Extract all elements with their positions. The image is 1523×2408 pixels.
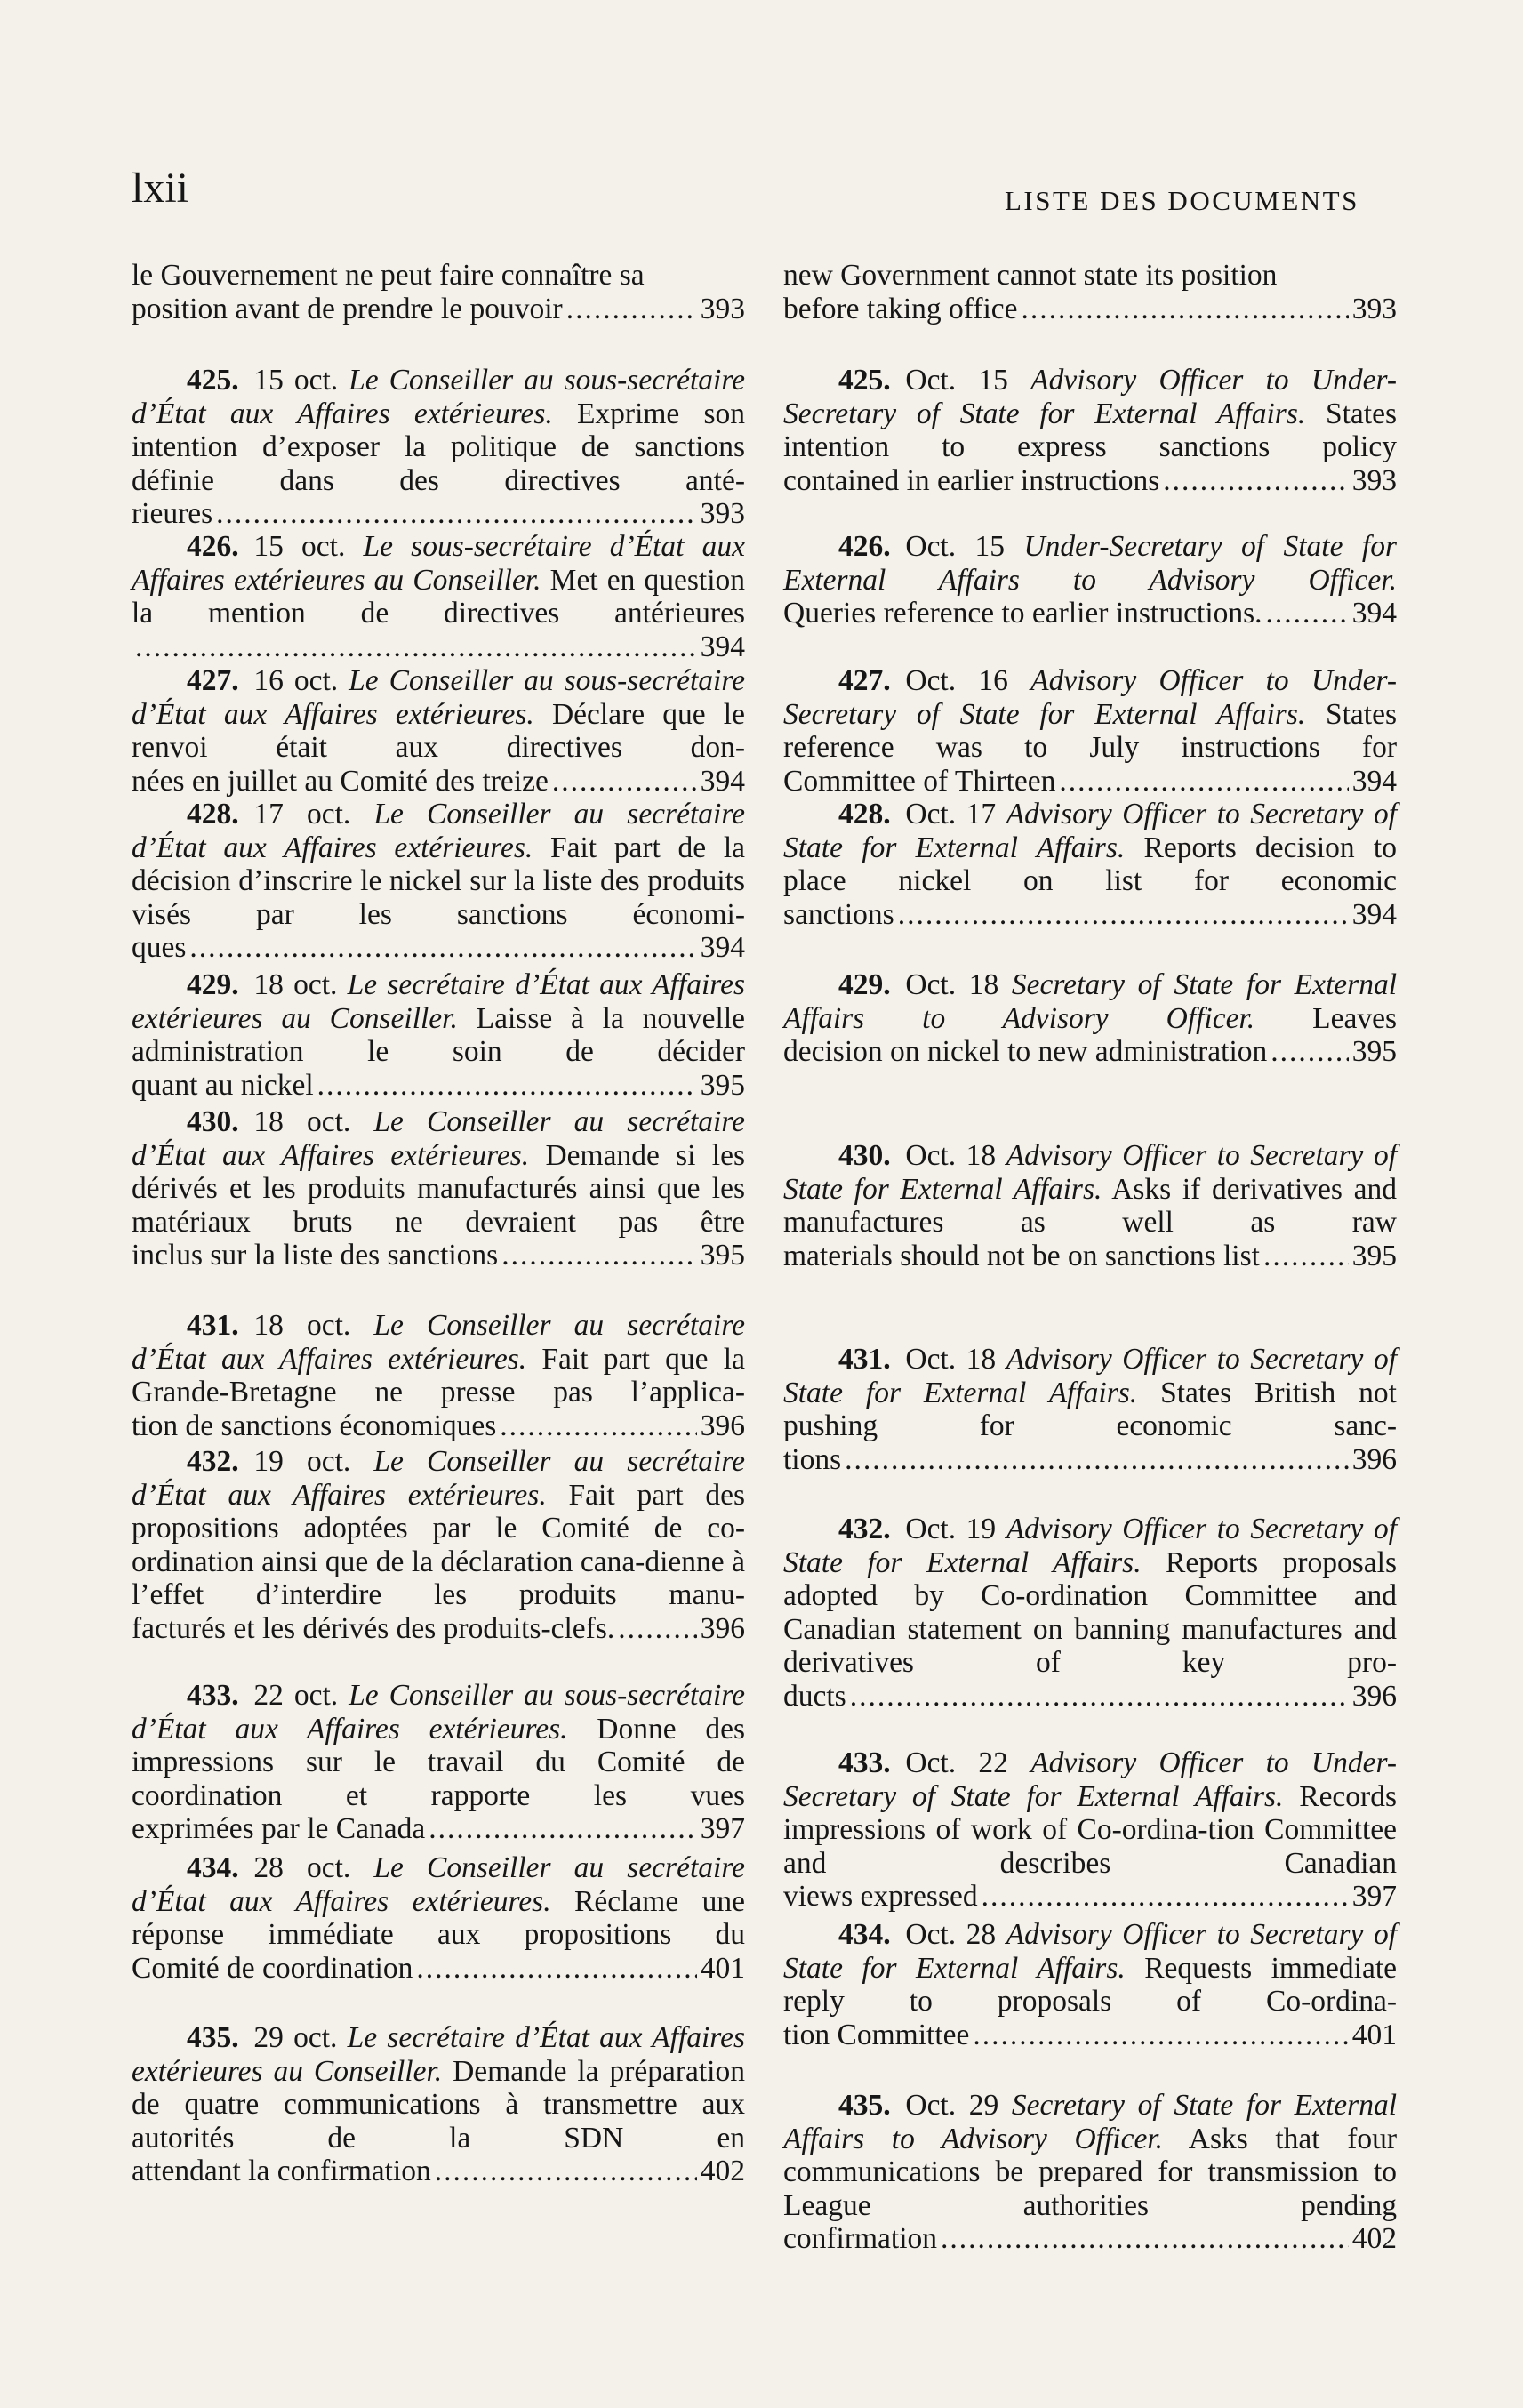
document-date: Oct. 17 xyxy=(905,798,997,831)
document-title: Advisory Officer to Under-Secretary of State for External Affairs. xyxy=(783,1746,1397,1813)
entry-last-line: ducts xyxy=(783,1679,846,1713)
document-summary: Déclare que le renvoi était aux directives don- xyxy=(132,697,745,765)
entry-text xyxy=(783,1343,1397,1443)
page-ref: 396 xyxy=(1351,1679,1397,1713)
page-ref: 394 xyxy=(1351,897,1397,931)
document-date: Oct. 15 xyxy=(905,530,1006,563)
document-date: 18 oct. xyxy=(253,968,338,1001)
dot-leader xyxy=(552,765,697,799)
leader-line xyxy=(132,2155,745,2188)
dot-leader xyxy=(850,1680,1349,1714)
entry-last-line: nées en juillet au Comité des treize xyxy=(132,764,549,798)
document-number: 431. xyxy=(838,1343,891,1376)
document-summary: Requests immediate reply to proposals of Co-ordina- xyxy=(783,1951,1398,2019)
dot-leader xyxy=(1059,765,1348,799)
entry-last-line: Comité de coordination xyxy=(132,1951,413,1985)
document-number: 430. xyxy=(838,1139,891,1172)
leader-line xyxy=(132,1952,745,1986)
page-ref: 395 xyxy=(700,1068,745,1102)
dot-leader xyxy=(135,630,697,664)
document-title: Secretary of State for External Affairs to Advisory Officer. xyxy=(783,968,1398,1035)
toc-entry xyxy=(783,798,1397,931)
toc-entry xyxy=(132,664,745,798)
leader-line xyxy=(132,497,745,531)
document-number: 425. xyxy=(838,364,891,397)
document-summary: States British not pushing for economic sanc- xyxy=(783,1376,1397,1443)
document-summary: Exprime son intention d’exposer la politique de sanctions définie dans des directives anté- xyxy=(132,397,746,497)
toc-entry xyxy=(783,2089,1397,2256)
toc-entry xyxy=(132,259,745,325)
page-ref: 393 xyxy=(700,497,745,531)
document-date: Oct. 18 xyxy=(905,1139,997,1172)
document-date: Oct. 18 xyxy=(905,968,999,1001)
entry-last-line: before taking office xyxy=(783,292,1018,325)
document-number: 434. xyxy=(838,1918,891,1951)
document-date: 28 oct. xyxy=(253,1851,351,1884)
toc-entry xyxy=(783,530,1397,630)
entry-last-line: Committee of Thirteen xyxy=(783,764,1056,798)
document-date: 18 oct. xyxy=(253,1309,351,1342)
document-title: Le Conseiller au secrétaire d’État aux Affaires extérieures. xyxy=(132,1851,745,1918)
page-ref: 393 xyxy=(1351,463,1397,497)
running-title: LISTE DES DOCUMENTS xyxy=(1005,185,1359,216)
entry-last-line: exprimées par le Canada xyxy=(132,1812,426,1846)
document-date: 22 oct. xyxy=(253,1679,339,1712)
document-date: Oct. 18 xyxy=(905,1343,997,1376)
toc-entry xyxy=(783,1513,1397,1714)
toc-entry xyxy=(783,1746,1397,1914)
document-number: 432. xyxy=(838,1513,891,1545)
page-ref: 395 xyxy=(700,1239,745,1272)
leader-line xyxy=(132,1069,745,1103)
document-number: 434. xyxy=(187,1851,239,1884)
leader-line xyxy=(783,1443,1397,1477)
entry-text xyxy=(132,364,745,497)
entry-text xyxy=(783,530,1397,597)
document-summary: Donne des impressions sur le travail du Comité de coordination et rapporte les vues xyxy=(132,1712,745,1812)
document-number: 429. xyxy=(838,968,891,1001)
document-date: Oct. 28 xyxy=(905,1918,997,1951)
toc-entry xyxy=(132,1679,745,1846)
leader-line xyxy=(132,1409,745,1443)
document-summary: Reports proposals adopted by Co-ordination Committee and Canadian statement on banning manufactures and derivatives of key pro- xyxy=(783,1545,1397,1680)
entry-text xyxy=(783,1139,1397,1240)
dot-leader xyxy=(566,293,697,326)
toc-entry xyxy=(783,664,1397,798)
document-summary: Reports decision to place nickel on list for economic xyxy=(783,831,1397,898)
document-summary: Leaves xyxy=(1312,1001,1398,1035)
leader-line xyxy=(783,898,1397,932)
document-date: 15 oct. xyxy=(253,364,339,397)
document-number: 426. xyxy=(838,530,891,563)
entry-continuation: le Gouvernement ne peut faire connaître sa xyxy=(132,259,645,292)
document-date: Oct. 15 xyxy=(905,364,1008,397)
document-date: 16 oct. xyxy=(253,664,339,697)
page-ref: 396 xyxy=(700,1611,745,1645)
document-title: Le Conseiller au sous-secrétaire d’État aux Affaires extérieures. xyxy=(132,664,746,731)
document-number: 426. xyxy=(187,530,239,563)
entry-last-line: tions xyxy=(783,1442,842,1476)
entry-text xyxy=(783,364,1397,464)
toc-entry xyxy=(132,798,745,965)
page-ref: 401 xyxy=(700,1951,745,1985)
document-number: 431. xyxy=(187,1309,239,1342)
entry-last-line: rieures xyxy=(132,497,213,531)
leader-line xyxy=(783,597,1397,630)
document-title: Advisory Officer to Secretary of State for External Affairs. xyxy=(783,1343,1398,1409)
document-summary: Met en question la mention de directives antérieures xyxy=(132,563,746,630)
page-ref: 394 xyxy=(700,630,745,663)
dot-leader xyxy=(618,1612,697,1646)
page-ref: 401 xyxy=(1351,2018,1397,2051)
entry-last-line: confirmation xyxy=(783,2222,938,2256)
document-summary: Demande si les dérivés et les produits manufacturés ainsi que les matériaux bruts ne devraient pas être xyxy=(132,1138,745,1239)
leader-line xyxy=(783,1680,1397,1714)
document-summary: States intention to express sanctions policy xyxy=(783,397,1397,464)
page-ref: 393 xyxy=(1351,292,1397,325)
document-title: Secretary of State for External Affairs to Advisory Officer. xyxy=(783,2089,1398,2155)
document-summary: Demande la préparation de quatre communications à transmettre aux autorités de la SDN en xyxy=(132,2054,745,2155)
entry-continuation: new Government cannot state its position xyxy=(783,259,1278,292)
document-summary: Laisse à la nouvelle administration le soin de décider xyxy=(132,1001,745,1069)
entry-text xyxy=(132,798,745,931)
document-title: Le Conseiller au secrétaire d’État aux Affaires extérieures. xyxy=(132,798,745,864)
document-date: 19 oct. xyxy=(253,1445,351,1478)
page-ref: 395 xyxy=(1351,1239,1397,1272)
page-number: lxii xyxy=(132,165,189,212)
document-title: Advisory Officer to Secretary of State for External Affairs. xyxy=(783,1918,1398,1985)
document-title: Le secrétaire d’État aux Affaires extérieures au Conseiller. xyxy=(132,968,745,1035)
entry-text xyxy=(132,2021,745,2155)
page-ref: 396 xyxy=(1351,1442,1397,1476)
entry-last-line: tion de sanctions économiques xyxy=(132,1409,497,1442)
entry-last-line: position avant de prendre le pouvoir xyxy=(132,292,563,325)
document-number: 428. xyxy=(838,798,891,831)
document-date: 29 oct. xyxy=(253,2021,338,2054)
document-summary: Réclame une réponse immédiate aux propositions du xyxy=(132,1884,745,1952)
entry-text xyxy=(132,664,745,765)
toc-entry xyxy=(132,1105,745,1272)
entry-last-line: Queries reference to earlier instructions. xyxy=(783,597,1262,630)
dot-leader xyxy=(982,1880,1349,1914)
dot-leader xyxy=(189,931,696,965)
toc-entry xyxy=(783,968,1397,1069)
leader-line xyxy=(783,293,1397,326)
leader-line xyxy=(132,1812,745,1846)
document-summary: Fait part de la décision d’inscrire le nickel sur la liste des produits visés par les sanctions économi- xyxy=(132,831,745,931)
entry-last-line: contained in earlier instructions xyxy=(783,463,1160,497)
entry-text xyxy=(783,1513,1397,1680)
document-number: 427. xyxy=(187,664,239,697)
entry-text xyxy=(783,2089,1397,2222)
document-number: 425. xyxy=(187,364,239,397)
document-title: Advisory Officer to Secretary of State for External Affairs. xyxy=(783,798,1398,864)
entry-text xyxy=(783,798,1397,898)
document-title: Advisory Officer to Secretary of State for External Affairs. xyxy=(783,1513,1398,1579)
document-number: 429. xyxy=(187,968,239,1001)
toc-entry xyxy=(132,968,745,1102)
dot-leader xyxy=(1163,464,1348,498)
leader-line xyxy=(132,765,745,799)
document-title: Under-Secretary of State for External Affairs to Advisory Officer. xyxy=(783,530,1397,597)
entry-last-line: quant au nickel xyxy=(132,1068,314,1102)
document-date: 17 oct. xyxy=(253,798,351,831)
document-date: Oct. 19 xyxy=(905,1513,997,1545)
leader-line xyxy=(783,1880,1397,1914)
dot-leader xyxy=(435,2155,697,2188)
page-ref: 397 xyxy=(700,1812,745,1846)
dot-leader xyxy=(216,497,697,531)
toc-entry xyxy=(783,364,1397,497)
page-ref: 394 xyxy=(1351,597,1397,630)
document-date: 18 oct. xyxy=(253,1105,351,1138)
document-date: Oct. 22 xyxy=(905,1746,1008,1779)
dot-leader xyxy=(898,898,1349,932)
document-summary: Fait part que la Grande-Bretagne ne presse pas l’applica- xyxy=(132,1342,745,1409)
document-number: 433. xyxy=(838,1746,891,1779)
entry-last-line: inclus sur la liste des sanctions xyxy=(132,1239,499,1272)
document-title: Le Conseiller au secrétaire d’État aux Affaires extérieures. xyxy=(132,1445,745,1512)
document-summary: Asks that four communications be prepared for transmission to League authorities pending xyxy=(783,2122,1398,2222)
toc-entry xyxy=(132,530,745,663)
entry-last-line: views expressed xyxy=(783,1880,978,1914)
document-number: 435. xyxy=(838,2089,891,2122)
page-ref: 394 xyxy=(1351,764,1397,798)
leader-line xyxy=(783,464,1397,498)
entry-last-line: materials should not be on sanctions list xyxy=(783,1239,1260,1272)
document-summary: States reference was to July instructions for xyxy=(783,697,1397,765)
document-summary: Asks if derivatives and manufactures as well as raw xyxy=(783,1172,1397,1240)
leader-line xyxy=(132,1239,745,1272)
page-ref: 394 xyxy=(700,764,745,798)
document-date: Oct. 16 xyxy=(905,664,1008,697)
dot-leader xyxy=(1266,597,1349,630)
document-summary: Records impressions of work of Co-ordina-tion Committee and describes Canadian xyxy=(783,1779,1397,1880)
document-number: 428. xyxy=(187,798,239,831)
leader-line xyxy=(132,293,745,326)
toc-entry xyxy=(132,1851,745,1985)
page-ref: 396 xyxy=(700,1409,745,1442)
entry-last-line: decision on nickel to new administration xyxy=(783,1035,1268,1069)
page-ref: 395 xyxy=(1351,1035,1397,1069)
toc-entry xyxy=(132,1445,745,1646)
dot-leader xyxy=(317,1069,697,1103)
leader-line xyxy=(783,2222,1397,2256)
entry-text xyxy=(132,1309,745,1409)
entry-text xyxy=(132,1105,745,1239)
entry-last-line: tion Committee xyxy=(783,2018,970,2051)
leader-line xyxy=(132,931,745,965)
dot-leader xyxy=(1271,1035,1348,1069)
toc-entry xyxy=(132,2021,745,2188)
document-date: 15 oct. xyxy=(253,530,346,563)
dot-leader xyxy=(500,1409,696,1443)
document-number: 435. xyxy=(187,2021,239,2054)
leader-line xyxy=(783,1035,1397,1069)
dot-leader xyxy=(1022,293,1349,326)
toc-entry xyxy=(783,1343,1397,1476)
page-ref: 394 xyxy=(700,931,745,965)
dot-leader xyxy=(845,1443,1349,1477)
leader-line xyxy=(132,630,745,664)
document-summary: Fait part des propositions adoptées par le Comité de co-ordination ainsi que de la déclaration cana-dienne à l’effet d’interdire les produits manu- xyxy=(132,1478,745,1612)
dot-leader xyxy=(501,1239,697,1272)
toc-entry xyxy=(783,259,1397,325)
entry-last-line: facturés et les dérivés des produits-clefs. xyxy=(132,1611,615,1645)
entry-last-line: ques xyxy=(132,931,187,965)
document-title: Le secrétaire d’État aux Affaires extérieures au Conseiller. xyxy=(132,2021,745,2088)
entry-text xyxy=(783,968,1397,1035)
document-number: 430. xyxy=(187,1105,239,1138)
entry-text xyxy=(132,530,745,630)
page-ref: 393 xyxy=(700,292,745,325)
document-title: Le sous-secrétaire d’État aux Affaires extérieures au Conseiller. xyxy=(132,530,745,597)
document-title: Advisory Officer to Secretary of State for External Affairs. xyxy=(783,1139,1398,1206)
document-title: Advisory Officer to Under-Secretary of State for External Affairs. xyxy=(783,664,1397,731)
entry-text xyxy=(783,664,1397,765)
document-number: 433. xyxy=(187,1679,239,1712)
document-title: Advisory Officer to Under-Secretary of State for External Affairs. xyxy=(783,364,1397,430)
toc-entry xyxy=(132,1309,745,1442)
toc-entry xyxy=(783,1918,1397,2051)
entry-text xyxy=(132,1679,745,1812)
leader-line xyxy=(132,1612,745,1646)
document-title: Le Conseiller au secrétaire d’État aux Affaires extérieures. xyxy=(132,1105,745,1172)
leader-line xyxy=(783,1240,1397,1273)
document-number: 427. xyxy=(838,664,891,697)
leader-line xyxy=(783,765,1397,799)
toc-entry xyxy=(132,364,745,531)
entry-text xyxy=(783,1746,1397,1880)
document-title: Le Conseiller au sous-secrétaire d’État aux Affaires extérieures. xyxy=(132,364,746,430)
dot-leader xyxy=(973,2019,1348,2052)
entry-text xyxy=(783,1918,1397,2019)
dot-leader xyxy=(416,1952,696,1986)
entry-last-line: attendant la confirmation xyxy=(132,2155,431,2188)
page-ref: 402 xyxy=(1351,2222,1397,2256)
page-ref: 402 xyxy=(700,2155,745,2188)
leader-line xyxy=(783,2019,1397,2052)
entry-text xyxy=(132,968,745,1069)
toc-entry xyxy=(783,1139,1397,1272)
entry-text xyxy=(132,1445,745,1612)
page-ref: 397 xyxy=(1351,1880,1397,1914)
document-number: 432. xyxy=(187,1445,239,1478)
document-title: Le Conseiller au secrétaire d’État aux Affaires extérieures. xyxy=(132,1309,745,1376)
document-date: Oct. 29 xyxy=(905,2089,999,2122)
dot-leader xyxy=(1263,1240,1349,1273)
entry-text xyxy=(132,1851,745,1952)
document-title: Le Conseiller au sous-secrétaire d’État aux Affaires extérieures. xyxy=(132,1679,746,1746)
dot-leader xyxy=(941,2222,1349,2256)
dot-leader xyxy=(429,1812,697,1846)
entry-last-line: sanctions xyxy=(783,897,894,931)
